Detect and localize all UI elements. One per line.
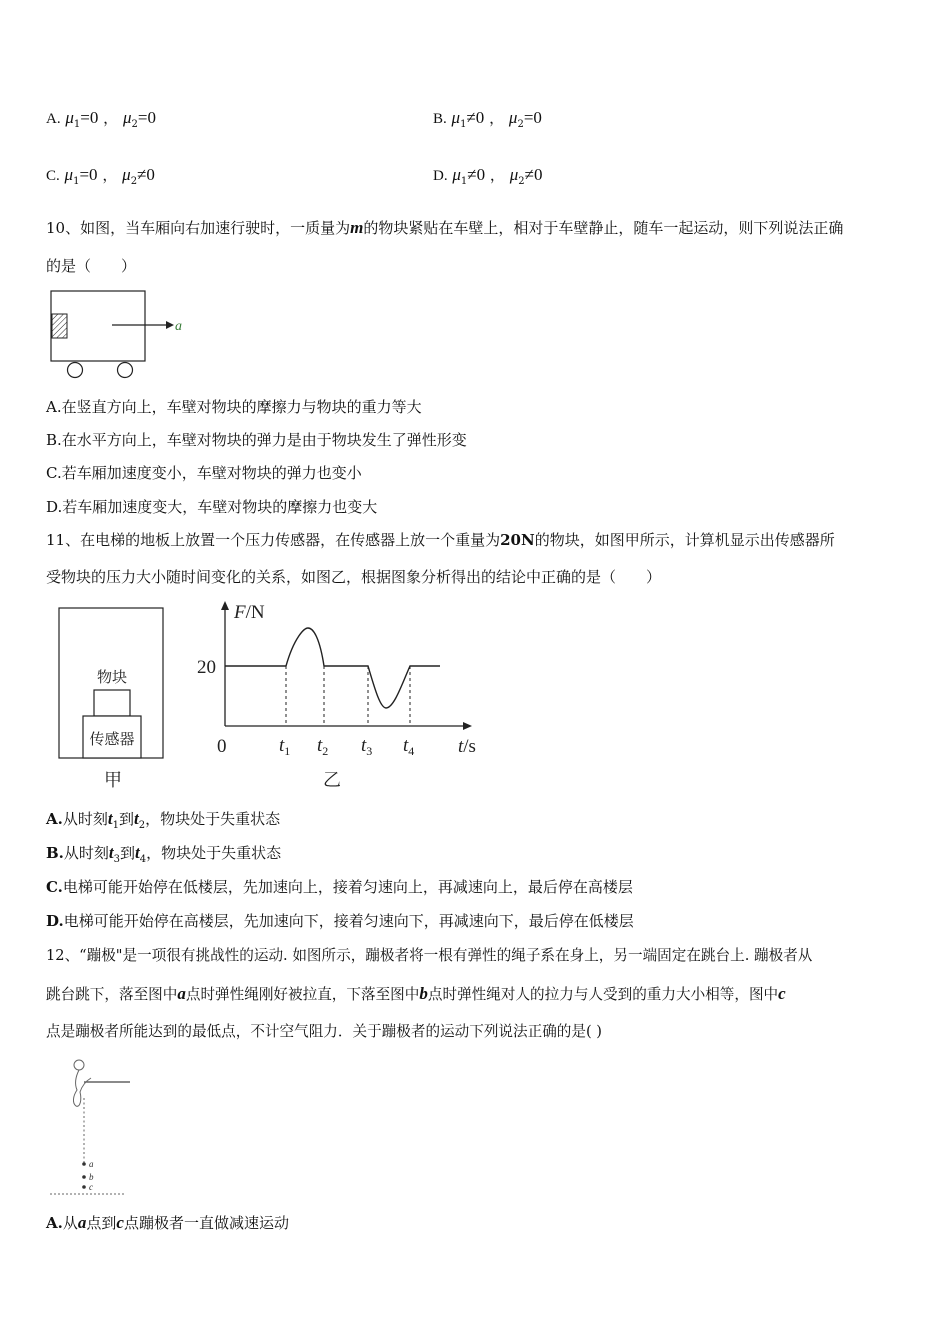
q12-text: 点时弹性绳对人的拉力与人受到的重力大小相等，图中 [427,986,779,1003]
option-text: 从 [62,1214,78,1232]
subscript: 3 [113,854,121,865]
jumper-head [74,1060,84,1070]
option-letter: C. [46,878,63,896]
point-b-label: b [89,1172,94,1182]
option-text: 到 [120,844,136,862]
block-label: 物块 [96,670,128,686]
subscript: 2 [518,176,525,187]
relation: ≠0 [524,165,543,184]
q12-stem-line2 [46,984,786,1005]
option-letter: D. [46,912,64,930]
tick-t3: $t_3$ [361,735,373,758]
subscript: 2 [130,176,138,187]
point-a: a [177,984,186,1003]
q12-option-a [46,1213,289,1233]
separator: ， [489,109,505,127]
mu-symbol: μ [509,165,519,184]
q11-stem-line1 [46,530,835,550]
q11-option-d [46,911,634,931]
block-box [94,690,130,716]
q11-option-a [46,809,280,836]
q11-figure-jia [55,604,170,794]
q11-option-b [46,843,281,870]
subscript: 1 [73,176,80,187]
subscript: 2 [131,119,138,130]
y-axis-label: F/N [234,602,265,623]
option-text: ，物块处于失重状态 [145,810,281,828]
option-letter: A. [46,810,63,828]
relation: =0 [79,165,98,184]
q12-text: 点时弹性绳刚好被拉直，下落至图中 [185,986,420,1003]
separator: ， [489,166,505,184]
weight-value: 20N [500,531,535,549]
origin-label: 0 [217,736,227,757]
q11-text: 的物块，如图甲所示，计算机显示出传感器所 [534,531,835,549]
option-letter: C. [46,168,60,184]
relation: =0 [80,108,99,127]
arrow-head [166,321,174,329]
figure-caption-yi: 乙 [323,770,341,790]
separator: ， [103,109,119,127]
y-tick-20: 20 [197,657,216,678]
mu-symbol: μ [122,108,132,127]
force-curve [225,628,440,708]
time-symbol: t [108,843,114,862]
option-text: 点到 [86,1214,117,1232]
tick-t1: $t_1$ [279,735,291,758]
option-text: 从时刻 [63,844,109,862]
relation: ≠0 [466,108,485,127]
q10-text: 的物块紧贴在车壁上，相对于车壁静止，随车一起运动，则下列说法正确 [363,219,844,237]
option-text: 到 [119,810,135,828]
time-symbol: t [107,809,113,828]
figure-caption-jia: 甲 [104,770,122,790]
option-letter: A. [46,111,61,127]
q9-option-c [46,165,155,192]
point-b-dot [82,1175,86,1179]
cart-wheel-left [68,363,83,378]
point-c: c [116,1213,124,1232]
point-c-label: c [89,1182,93,1192]
subscript: 1 [460,176,468,187]
q10-cart-figure [46,286,196,381]
q10-stem-line1 [46,218,843,238]
q9-option-a [46,108,156,135]
q11-stem-line2: 受物块的压力大小随时间变化的关系，如图乙，根据图象分析得出的结论中正确的是（ ） [46,568,662,586]
block-hatched [52,314,67,338]
point-a-label: a [89,1159,94,1169]
q10-text: 10、如图，当车厢向右加速行驶时，一质量为 [46,219,351,237]
x-axis-label: t/s [458,736,476,757]
option-letter: B. [433,111,447,127]
mu-symbol: μ [452,165,461,184]
jumper-body [73,1070,91,1106]
q11-option-c [46,877,633,897]
q11-text: 11、在电梯的地板上放置一个压力传感器，在传感器上放一个重量为 [46,531,501,549]
time-symbol: t [135,843,140,862]
mu-symbol: μ [64,165,74,184]
point-a: a [77,1213,87,1232]
option-letter: A. [46,1214,63,1232]
tick-t4: $t_4$ [403,735,415,758]
y-axis-arrow [221,601,229,610]
option-text: 从时刻 [62,810,108,828]
subscript: 2 [517,119,524,130]
option-text: 点蹦极者一直做减速运动 [123,1214,289,1232]
option-letter: B. [46,844,64,862]
point-b: b [419,984,428,1003]
sensor-label: 传感器 [89,732,135,748]
point-c-dot [82,1185,86,1189]
subscript: 4 [139,854,147,865]
option-text: ，物块处于失重状态 [146,844,282,862]
q11-figure-yi [190,598,490,798]
q10-option-b: B.在水平方向上，车壁对物块的弹力是由于物块发生了弹性形变 [46,431,467,449]
subscript: 1 [112,820,119,831]
cart-wheel-right [118,363,133,378]
q10-stem-line2: 的是（ ） [46,257,137,275]
mu-symbol: μ [122,165,131,184]
mass-symbol: m [350,218,364,237]
q10-option-c: C.若车厢加速度变小，车壁对物块的弹力也变小 [46,464,362,482]
q9-option-b [433,108,542,135]
q12-stem-line3: 点是蹦极者所能达到的最低点，不计空气阻力．关于蹦极者的运动下列说法正确的是( ) [46,1023,602,1040]
q9-option-d [433,165,542,192]
time-symbol: t [134,809,139,828]
q12-text: 跳台跳下，落至图中 [46,986,178,1003]
q12-stem-line1: 12、“蹦极"是一项很有挑战性的运动. 如图所示，蹦极者将一根有弹性的绳子系在身上，另一端固定在跳台上. 蹦极者从 [46,947,813,964]
x-axis-arrow [463,722,472,730]
relation: =0 [523,108,542,127]
mu-symbol: μ [451,108,461,127]
relation: ≠0 [467,165,486,184]
mu-symbol: μ [508,108,518,127]
point-a-dot [82,1162,86,1166]
subscript: 1 [460,119,467,130]
subscript: 2 [138,820,146,831]
q10-option-d: D.若车厢加速度变大，车壁对物块的摩擦力也变大 [46,498,378,516]
relation: ≠0 [137,165,155,184]
q12-bungee-figure [46,1048,136,1200]
acceleration-label: a [175,319,182,334]
separator: ， [102,166,118,184]
option-text: 电梯可能开始停在低楼层，先加速向上，接着匀速向上，再减速向上，最后停在高楼层 [62,878,633,896]
subscript: 1 [73,119,81,130]
relation: =0 [137,108,156,127]
option-letter: D. [433,168,448,184]
point-c: c [778,984,786,1003]
q10-option-a: A.在竖直方向上，车壁对物块的摩擦力与物块的重力等大 [46,398,422,416]
mu-symbol: μ [65,108,74,127]
tick-t2: $t_2$ [317,735,329,758]
option-text: 电梯可能开始停在高楼层，先加速向下，接着匀速向下，再减速向下，最后停在低楼层 [63,912,634,930]
